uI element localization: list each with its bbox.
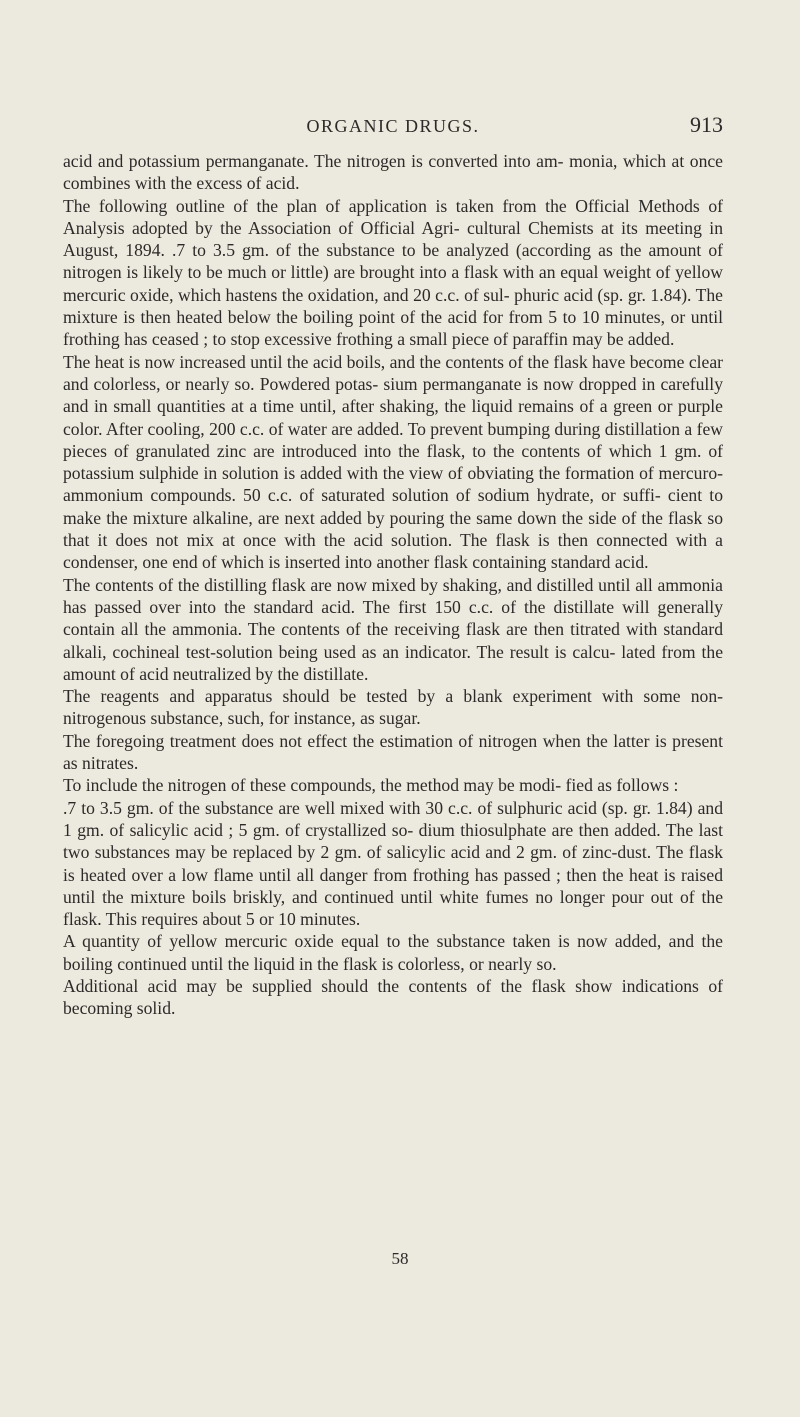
paragraph: .7 to 3.5 gm. of the substance are well mixed with 30 c.c. of sulphuric acid (sp. gr. 1.84) and 1 gm. of salicylic acid ; 5 gm. of crystallized so- dium thiosulphate are then added. The last two substances may be replaced by 2 gm. of salicylic acid and 2 gm. of zinc-dust. The flask is heated over a low flame until all danger from frothing has passed ; then the heat is raised until the mixture boils briskly, and continued until white fumes no longer pour out of the flask. This requires about 5 or 10 minutes. <box>63 797 723 930</box>
paragraph: The following outline of the plan of application is taken from the Official Methods of Analysis adopted by the Association of Official Agri- cultural Chemists at its meeting in August, 1894. .7 to 3.5 gm. of the substance to be analyzed (according as the amount of nitrogen is likely to be much or little) are brought into a flask with an equal weight of yellow mercuric oxide, which hastens the oxidation, and 20 c.c. of sul- phuric acid (sp. gr. 1.84). The mixture is then heated below the boiling point of the acid for from 5 to 10 minutes, or until frothing has ceased ; to stop excessive frothing a small piece of paraffin may be added. <box>63 195 723 350</box>
running-title: ORGANIC DRUGS. <box>306 116 480 136</box>
paragraph: To include the nitrogen of these compounds, the method may be modi- fied as follows : <box>63 775 679 796</box>
paragraph: Additional acid may be supplied should the contents of the flask show indications of becoming solid. <box>63 975 723 1019</box>
body-text <box>63 150 723 1020</box>
page-number: 913 <box>690 112 723 137</box>
paragraph: The contents of the distilling flask are now mixed by shaking, and distilled until all ammonia has passed over into the standard acid. The first 150 c.c. of the distillate will generally contain all the ammonia. The contents of the receiving flask are then titrated with standard alkali, cochineal test-solution being used as an indicator. The result is calcu- lated from the amount of acid neutralized by the distillate. <box>63 574 723 684</box>
paragraph: The reagents and apparatus should be tested by a blank experiment with some non-nitrogenous substance, such, for instance, as sugar. <box>63 686 723 729</box>
paragraph: acid and potassium permanganate. The nitrogen is converted into am- monia, which at once combines with the excess of acid. <box>63 151 723 194</box>
paragraph: A quantity of yellow mercuric oxide equal to the substance taken is now added, and the boiling continued until the liquid in the flask is colorless, or nearly so. <box>63 931 723 974</box>
paragraph: The heat is now increased until the acid boils, and the contents of the flask have become clear and colorless, or nearly so. Powdered potas- sium permanganate is now dropped in carefully and in small quantities at a time until, after shaking, the liquid remains of a green or purple color. After cooling, 200 c.c. of water are added. To prevent bumping during distillation a few pieces of granulated zinc are introduced into the flask, to the contents of which 1 gm. of potassium sulphide in solution is added with the view of obviating the formation of mercuro-ammonium compounds. 50 c.c. of saturated solution of sodium hydrate, or suffi- cient to make the mixture alkaline, are next added by pouring the same down the side of the flask so that it does not mix at once with the acid solution. The flask is then connected with a condenser, one end of which is inserted into another flask containing standard acid. <box>63 351 723 573</box>
paragraph: The foregoing treatment does not effect the estimation of nitrogen when the latter is present as nitrates. <box>63 730 723 774</box>
page-header <box>63 112 723 146</box>
signature-mark: 58 <box>391 1249 409 1268</box>
